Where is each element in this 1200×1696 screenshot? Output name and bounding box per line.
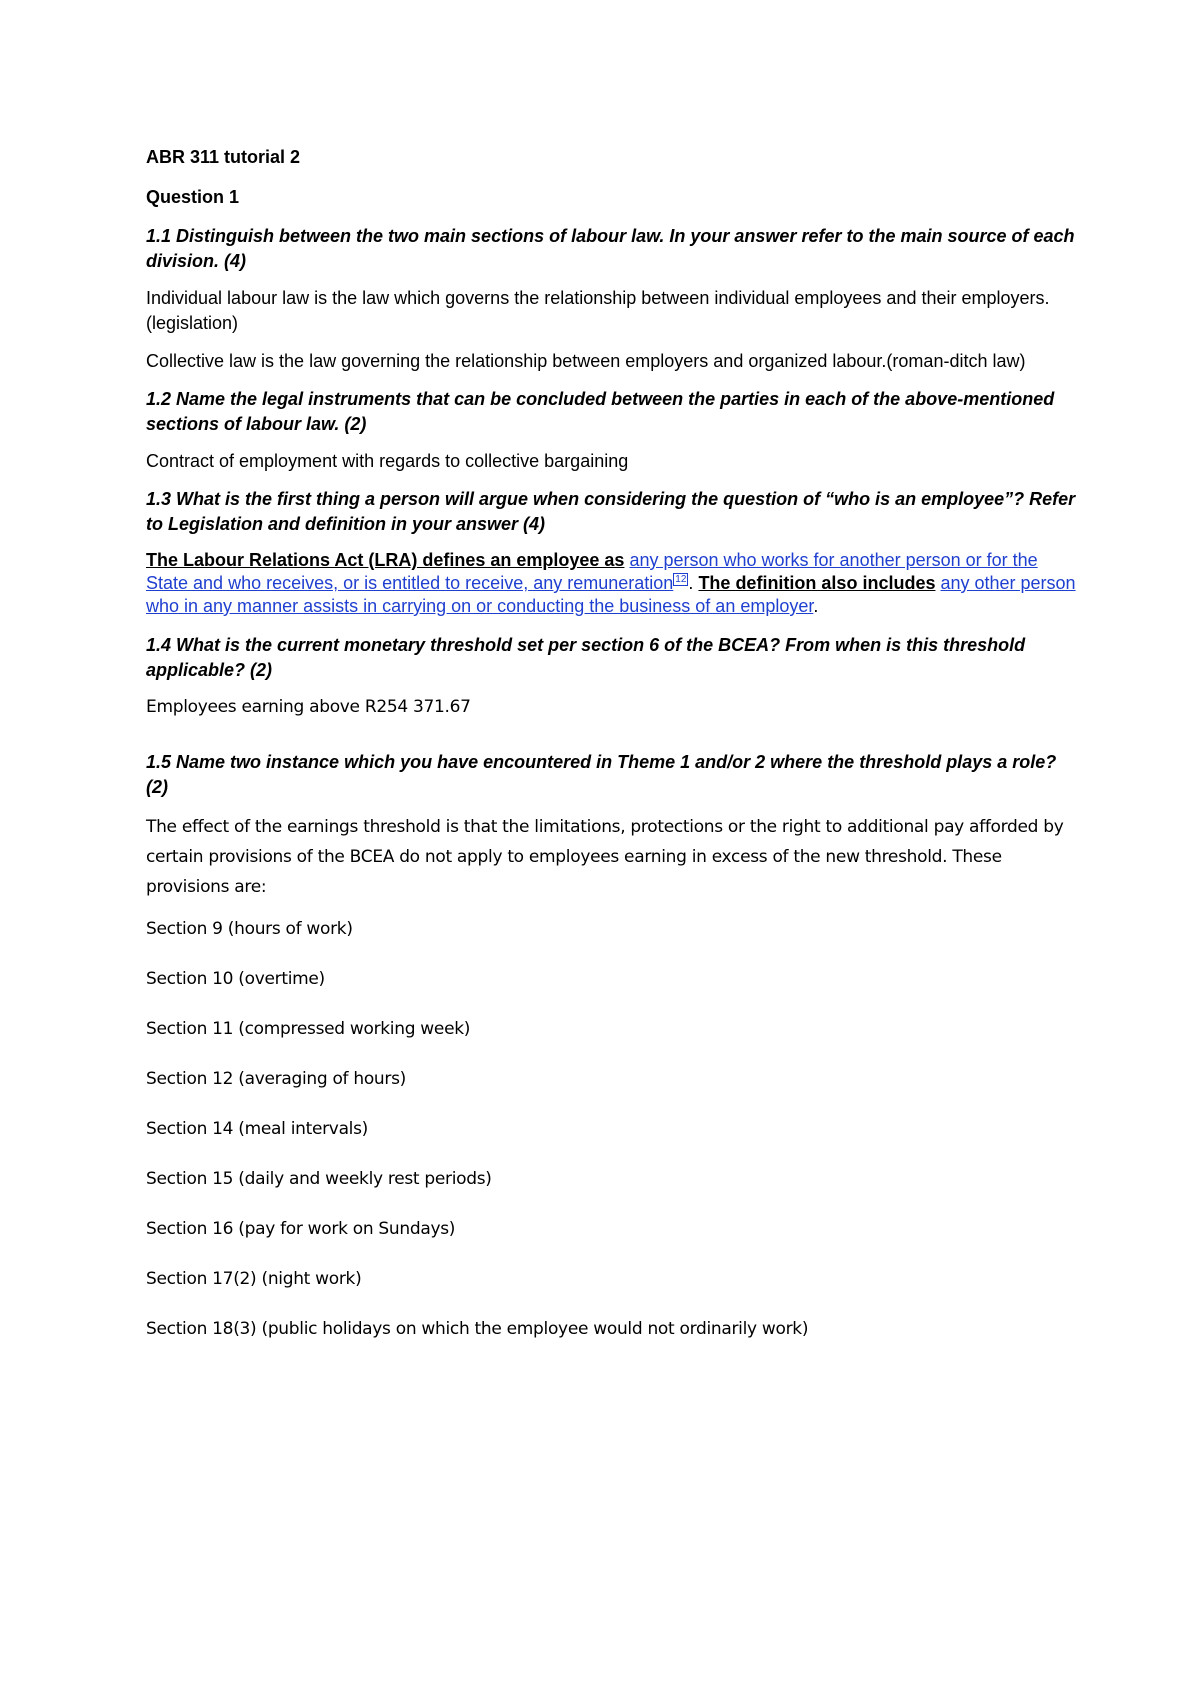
question-1-4: 1.4 What is the current monetary threshold set per section 6 of the BCEA? From when is this threshold applicable? (2)	[146, 635, 1026, 680]
answer-1-5-intro: The effect of the earnings threshold is that the limitations, protections or the right to additional pay afforded by certain provisions of the BCEA do not apply to employees earning in excess of the new threshold. These provisions are:	[146, 817, 1064, 897]
answer-1-3: The Labour Relations Act (LRA) defines an employee as any person who works for another person or for the State and who receives, or is entitled to receive, any remuneration $^{12}$ . The definition also includes any other person who in any manner assists in carrying on or conducting the business of an employer.	[146, 550, 1076, 616]
answer-1-1-individual: Individual labour law is the law which governs the relationship between individual employees and their employers. (legislation)	[146, 288, 1050, 333]
document-title: ABR 311 tutorial 2	[146, 147, 301, 167]
answer-1-2: Contract of employment with regards to collective bargaining	[146, 451, 629, 471]
footnote-reference[interactable]: 12	[675, 574, 687, 585]
list-item: Section 11 (compressed working week)	[146, 1019, 471, 1039]
list-item: Section 12 (averaging of hours)	[146, 1069, 406, 1089]
definition-includes-bold: The definition also includes	[698, 573, 936, 593]
question-1-2: 1.2 Name the legal instruments that can be concluded between the parties in each of the above-mentioned sections of labour law. (2)	[146, 389, 1055, 434]
list-item: Section 14 (meal intervals)	[146, 1119, 368, 1139]
list-item: Section 15 (daily and weekly rest periods)	[146, 1169, 492, 1189]
question-1-5: 1.5 Name two instance which you have encountered in Theme 1 and/or 2 where the threshold plays a role? (2)	[146, 752, 1057, 797]
list-item: Section 9 (hours of work)	[146, 919, 353, 939]
answer-1-3-end: .	[813, 596, 819, 616]
question-heading: Question 1	[146, 187, 240, 207]
list-item: Section 18(3) (public holidays on which the employee would not ordinarily work)	[146, 1319, 809, 1339]
answer-1-1-collective: Collective law is the law governing the relationship between employers and organized labour.(roman-ditch law)	[146, 351, 1026, 371]
assist-business-link[interactable]: any other person who in any manner assists in carrying on or conducting the business of an employer	[146, 573, 1076, 616]
list-item: Section 17(2) (night work)	[146, 1269, 362, 1289]
question-1-3: 1.3 What is the first thing a person will argue when considering the question of “who is an employee”? Refer to Legislation and definition in your answer (4)	[146, 489, 1076, 534]
lra-definition-link[interactable]: any person who works for another person or for the State and who receives, or is entitled to receive, any remuneration	[146, 550, 1038, 593]
lra-definition-bold: The Labour Relations Act (LRA) defines an employee as	[146, 550, 625, 570]
list-item: Section 10 (overtime)	[146, 969, 325, 989]
bcea-sections-list	[146, 918, 1076, 1340]
list-item: Section 16 (pay for work on Sundays)	[146, 1219, 456, 1239]
question-1-1: 1.1 Distinguish between the two main sections of labour law. In your answer refer to the main source of each division. (4)	[146, 226, 1075, 271]
document-body	[146, 146, 1076, 1340]
answer-1-4: Employees earning above R254 371.67	[146, 697, 471, 717]
